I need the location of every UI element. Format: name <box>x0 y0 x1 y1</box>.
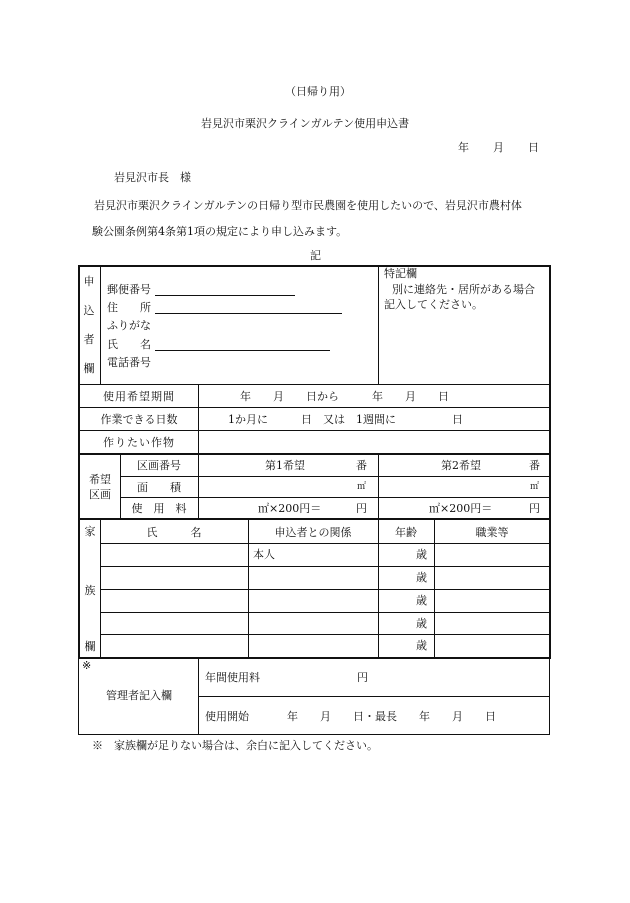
choice2-fee-formula: ㎡×200円＝ <box>429 502 493 515</box>
family-header-name: 氏 名 <box>146 526 202 539</box>
special-notes-line1: 別に連絡先・居所がある場合 <box>392 283 535 296</box>
workdays-day-unit: 日 <box>452 413 463 426</box>
workdays-label: 作業できる日数 <box>100 413 178 426</box>
plot-side-label-2: 区画 <box>89 488 111 501</box>
choice1-label: 第1希望 <box>265 459 305 472</box>
choice2-fee-yen: 円 <box>529 502 540 515</box>
area-label: 面 積 <box>137 481 181 494</box>
name-label: 氏 名 <box>107 338 151 351</box>
family-side-2: 族 <box>84 584 96 597</box>
choice1-fee-formula: ㎡×200円＝ <box>258 502 322 515</box>
family-side-1: 家 <box>84 525 96 538</box>
ki-mark: 記 <box>310 249 321 262</box>
address-label: 住 所 <box>107 301 151 314</box>
addressee: 岩見沢市長 様 <box>114 171 191 184</box>
annual-fee-label: 年間使用料 <box>205 671 260 684</box>
family-header-relation: 申込者との関係 <box>274 526 352 539</box>
date-month: 月 <box>493 141 504 154</box>
choice2-sqm: ㎡ <box>530 482 540 492</box>
family-age-unit-5: 歳 <box>416 639 427 652</box>
postal-code-label: 郵便番号 <box>107 283 151 296</box>
name-field[interactable] <box>155 350 330 351</box>
postal-code-field[interactable] <box>155 295 295 296</box>
family-side-3: 欄 <box>84 640 96 653</box>
start-label: 使用開始 <box>205 710 249 723</box>
choice2-ban: 番 <box>529 459 540 472</box>
choice1-ban: 番 <box>356 459 367 472</box>
family-age-unit-4: 歳 <box>416 617 427 630</box>
plot-side-label-1: 希望 <box>89 473 111 486</box>
admin-mark: ※ <box>82 659 92 672</box>
family-age-unit-1: 歳 <box>416 548 427 561</box>
workdays-value[interactable]: 1か月に 日 又は 1週間に <box>228 413 396 426</box>
applicant-side-1: 申 <box>83 275 95 288</box>
form-subtitle: （日帰り用） <box>285 85 351 98</box>
family-relation-self: 本人 <box>253 548 275 561</box>
usage-period-value[interactable]: 年 月 日から 年 月 日 <box>240 390 449 403</box>
body-text-line1: 岩見沢市栗沢クラインガルテンの日帰り型市民農園を使用したいので、岩見沢市農村体 <box>94 199 522 212</box>
family-age-unit-2: 歳 <box>416 571 427 584</box>
choice1-sqm: ㎡ <box>357 482 367 492</box>
address-field[interactable] <box>155 313 342 314</box>
applicant-side-4: 欄 <box>83 362 95 375</box>
usage-period-label: 使用希望期間 <box>103 390 175 403</box>
family-header-age: 年齢 <box>395 526 417 539</box>
start-value: 年 月 日・最長 年 月 日 <box>287 710 496 723</box>
crops-label: 作りたい作物 <box>103 436 175 449</box>
applicant-side-3: 者 <box>83 333 95 346</box>
special-notes-title: 特記欄 <box>384 267 417 280</box>
choice1-fee-yen: 円 <box>356 502 367 515</box>
form-title: 岩見沢市栗沢クラインガルテン使用申込書 <box>201 117 410 130</box>
date-day: 日 <box>528 141 539 154</box>
plot-number-label: 区画番号 <box>137 459 181 472</box>
annual-fee-unit: 円 <box>357 671 368 684</box>
special-notes-line2: 記入してください。 <box>384 298 483 311</box>
footnote: ※ 家族欄が足りない場合は、余白に記入してください。 <box>92 739 378 752</box>
date-year: 年 <box>458 141 469 154</box>
admin-label: 管理者記入欄 <box>106 689 172 702</box>
fee-label: 使 用 料 <box>131 502 187 515</box>
choice2-label: 第2希望 <box>441 459 481 472</box>
family-header-job: 職業等 <box>475 526 509 539</box>
furigana-label: ふりがな <box>107 319 151 332</box>
applicant-side-2: 込 <box>83 304 95 317</box>
crops-field[interactable] <box>200 432 548 452</box>
family-age-unit-3: 歳 <box>416 594 427 607</box>
body-text-line2: 験公園条例第4条第1項の規定により申し込みます。 <box>92 225 348 238</box>
phone-label: 電話番号 <box>107 356 151 369</box>
